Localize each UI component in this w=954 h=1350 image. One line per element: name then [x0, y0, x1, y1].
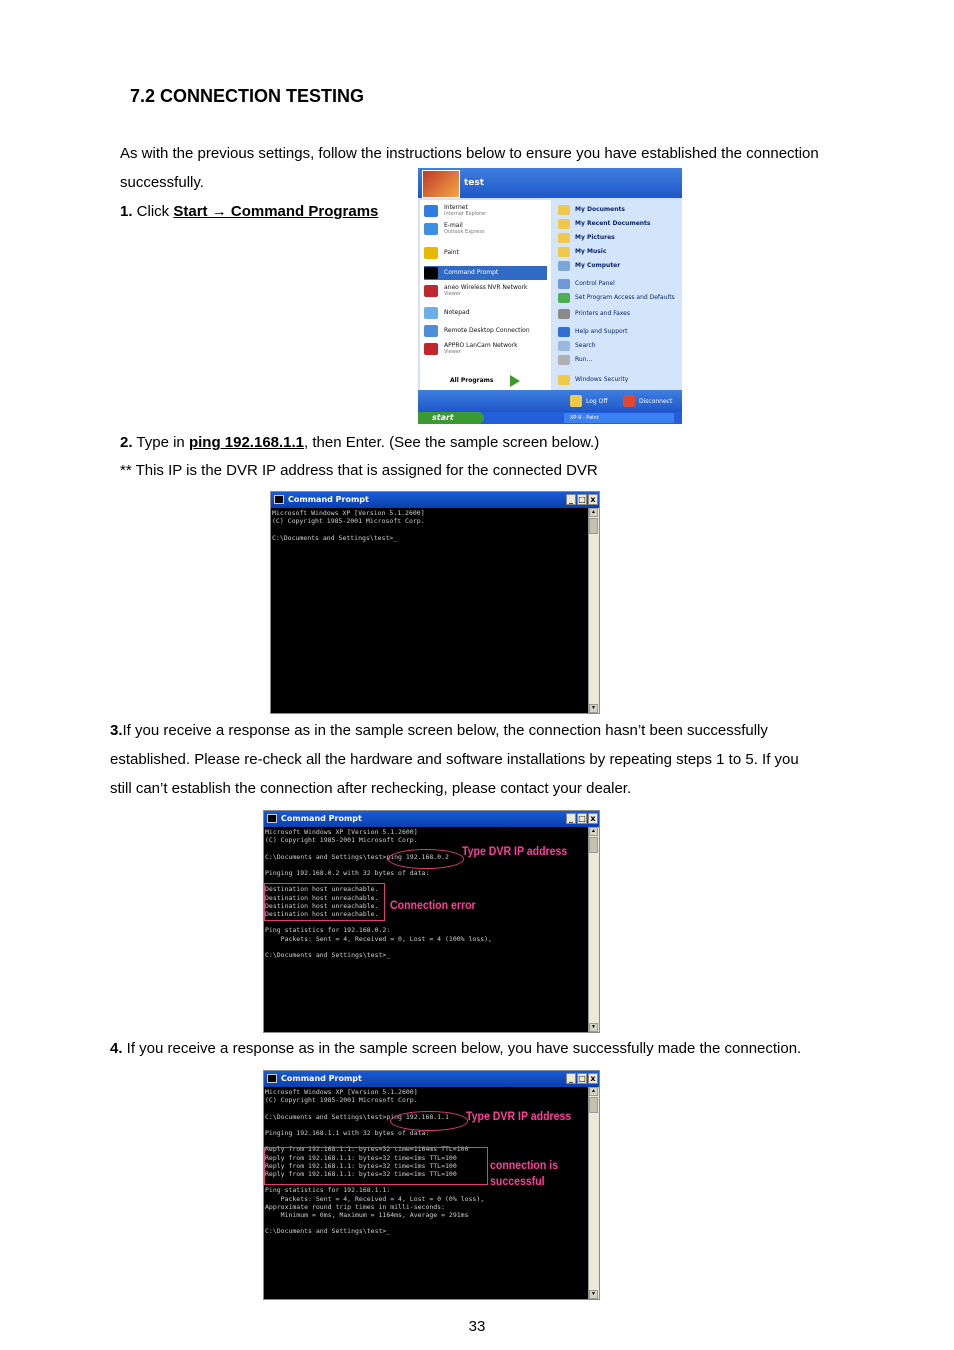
ip-highlight-ellipse: [390, 1111, 468, 1131]
maximize-button[interactable]: □: [578, 814, 586, 823]
start-menu-header: [418, 168, 682, 198]
start-menu-place-label: My Documents: [575, 206, 625, 213]
start-menu-place-label: Run...: [575, 356, 593, 363]
log-off-label: Log Off: [586, 397, 608, 405]
my-computer-icon: [558, 261, 570, 271]
annotation-type-ip: Type DVR IP address: [466, 1109, 572, 1123]
start-menu-place-10[interactable]: [558, 354, 592, 366]
command-prompt-icon: [267, 814, 277, 823]
windows-security-icon: [558, 375, 570, 385]
step-4: [110, 1034, 801, 1063]
start-menu-screenshot: [418, 168, 682, 424]
scroll-up-arrow-icon[interactable]: ▲: [589, 1087, 598, 1096]
error-highlight-box: [264, 883, 385, 921]
start-menu-place-6[interactable]: [558, 292, 675, 304]
outlook-express-icon: [424, 223, 438, 235]
start-menu-place-label: My Music: [575, 248, 607, 255]
start-menu-item-label: aneo Wireless NVR Network Viewer: [444, 284, 528, 297]
command-prompt-window-error: [263, 810, 600, 1033]
step-2-number: 2.: [120, 434, 133, 451]
my-music-icon: [558, 247, 570, 257]
search-icon: [558, 341, 570, 351]
start-menu-programs: [420, 200, 551, 390]
start-menu-item-label: Remote Desktop Connection: [444, 327, 530, 334]
page-number: 33: [468, 1318, 486, 1335]
start-menu-item-0[interactable]: [424, 204, 486, 218]
step-2-command: ping 192.168.1.1: [188, 434, 305, 451]
start-menu-place-2[interactable]: [558, 232, 615, 244]
step-3-line-2: established. Please re-check all the hardware and software installations by repeating steps 1 to 5. If you: [110, 751, 799, 768]
reply-highlight-box: [264, 1147, 488, 1185]
start-menu-item-label: Notepad: [444, 309, 470, 316]
start-menu-item-label: Internet Internet Explorer: [444, 204, 487, 217]
start-menu-place-4[interactable]: [558, 260, 620, 272]
annotation-connection-success-1: connection is: [490, 1158, 559, 1172]
minimize-button[interactable]: _: [566, 1073, 576, 1084]
command-prompt-window-success: [263, 1070, 600, 1300]
scroll-down-arrow-icon[interactable]: ▼: [589, 704, 598, 713]
scrollbar[interactable]: [588, 508, 599, 713]
taskbar-task-paint[interactable]: XP-9 - Paint: [564, 413, 674, 423]
start-menu-place-label: Search: [575, 342, 596, 349]
start-menu-place-label: My Computer: [575, 262, 621, 269]
start-menu-item-1[interactable]: [424, 222, 485, 236]
step-4-text: If you receive a response as in the sample screen below, you have successfully made the connection.: [122, 1040, 802, 1057]
start-menu-place-label: Help and Support: [575, 328, 628, 335]
lancam-viewer-icon: [424, 343, 438, 355]
ip-highlight-ellipse: [388, 849, 464, 869]
console-output: Microsoft Windows XP [Version 5.1.2600] (C) Copyright 1985-2001 Microsoft Corp. C:\Documents and Settings\test>_: [272, 509, 425, 542]
remote-desktop-icon: [424, 325, 438, 337]
my-documents-icon: [558, 205, 570, 215]
command-prompt-window-empty: [270, 491, 600, 714]
start-menu-item-7[interactable]: [424, 342, 518, 356]
start-menu-place-0[interactable]: [558, 204, 625, 216]
start-menu-item-3[interactable]: [424, 266, 547, 280]
section-heading: 7.2 CONNECTION TESTING: [130, 86, 365, 106]
command-prompt-icon: [424, 267, 438, 279]
step-4-number: 4.: [110, 1040, 123, 1057]
scroll-up-arrow-icon[interactable]: ▲: [589, 827, 598, 836]
start-menu-place-label: My Recent Documents: [575, 220, 651, 227]
taskbar: [418, 412, 682, 424]
window-title: Command Prompt: [281, 1074, 362, 1083]
start-menu-place-label: Windows Security: [575, 376, 629, 383]
program-access-icon: [558, 293, 570, 303]
step-2-text: Type in: [132, 434, 189, 451]
start-button[interactable]: start: [418, 412, 484, 424]
notepad-icon: [424, 307, 438, 319]
start-menu-places: [552, 200, 682, 390]
scroll-down-arrow-icon[interactable]: ▼: [589, 1023, 598, 1032]
recent-documents-icon: [558, 219, 570, 229]
window-title-bar: [264, 811, 599, 827]
start-menu-item-label: E-mail Outlook Express: [444, 222, 485, 235]
step-2: [120, 428, 599, 457]
paint-icon: [424, 247, 438, 259]
start-menu-item-label: Paint: [444, 249, 459, 256]
disconnect-label: Disconnect: [639, 397, 673, 405]
scrollbar[interactable]: [588, 827, 599, 1032]
start-menu-place-7[interactable]: [558, 308, 630, 320]
user-avatar: [422, 170, 460, 198]
close-button[interactable]: x: [588, 813, 598, 824]
scroll-thumb[interactable]: [589, 837, 598, 853]
close-button[interactable]: x: [588, 494, 598, 505]
start-menu-item-4[interactable]: [424, 284, 527, 298]
start-menu-place-9[interactable]: [558, 340, 596, 352]
step-1-number: 1.: [120, 203, 133, 220]
log-off-icon: [570, 395, 582, 407]
annotation-connection-success-2: successful: [490, 1174, 545, 1188]
command-prompt-icon: [274, 495, 284, 504]
intro-line-1: As with the previous settings, follow the instructions below to ensure you have established the connection: [120, 145, 819, 162]
maximize-button[interactable]: □: [578, 495, 586, 504]
minimize-button[interactable]: _: [566, 813, 576, 824]
start-menu-place-8[interactable]: [558, 326, 628, 338]
start-menu-footer: [418, 390, 682, 412]
start-menu-place-1[interactable]: [558, 218, 650, 230]
start-menu-place-11[interactable]: [558, 374, 628, 386]
start-menu-item-2[interactable]: [424, 246, 459, 260]
scroll-thumb[interactable]: [589, 1097, 598, 1113]
disconnect-icon: [623, 395, 635, 407]
internet-explorer-icon: [424, 205, 438, 217]
console-output: Microsoft Windows XP [Version 5.1.2600] (C) Copyright 1985-2001 Microsoft Corp. C:\Documents and Settings\test>ping 192.168.0.2 Pinging 192.168.0.2 with 32 bytes of data: Destination host unreachable. Destination host unreachable. Destination host unreachable. Destination host unreachable. Ping statistics for 192.168.0.2: Packets: Sent = 4, Received = 0, Lost = 4 (100% loss), C:\Documents and Settings\test>_: [265, 828, 492, 960]
window-title-bar: [264, 1071, 599, 1087]
start-menu-place-3[interactable]: [558, 246, 606, 258]
step-2-rest: , then Enter. (See the sample screen below.): [304, 434, 600, 451]
scrollbar[interactable]: [588, 1087, 599, 1299]
minimize-button[interactable]: _: [566, 494, 576, 505]
window-title: Command Prompt: [281, 814, 362, 823]
step-1-text: Click: [132, 203, 174, 220]
help-icon: [558, 327, 570, 337]
my-pictures-icon: [558, 233, 570, 243]
start-menu-place-label: Printers and Faxes: [575, 310, 630, 317]
start-menu-item-5[interactable]: [424, 306, 470, 320]
intro-line-2: successfully.: [120, 174, 204, 191]
annotation-type-ip: Type DVR IP address: [462, 844, 568, 858]
console-output: Microsoft Windows XP [Version 5.1.2600] (C) Copyright 1985-2001 Microsoft Corp. C:\Documents and Settings\test>ping 192.168.1.1 Pinging 192.168.1.1 with 32 bytes of data: Reply from 192.168.1.1: bytes=32 time=1164ms TTL=100 Reply from 192.168.1.1: bytes=32 time<1ms TTL=100 Reply from 192.168.1.1: bytes=32 time<1ms TTL=100 Reply from 192.168.1.1: bytes=32 time<1ms TTL=100 Ping statistics for 192.168.1.1: Packets: Sent = 4, Received = 4, Lost = 0 (0% loss), Approximate round trip times in milli-seconds: Minimum = 0ms, Maximum = 1164ms, Average = 291ms C:\Documents and Settings\test>_: [265, 1088, 485, 1236]
start-menu-item-label: APPRO LanCam Network Viewer: [444, 342, 518, 355]
step-3-text-1: If you receive a response as in the sample screen below, the connection hasn’t been successfully: [122, 722, 768, 739]
start-menu-place-label: Control Panel: [575, 280, 615, 287]
scroll-thumb[interactable]: [589, 518, 598, 534]
step-3-number: 3.: [110, 722, 123, 739]
start-menu-item-6[interactable]: [424, 324, 530, 338]
step-2-note: ** This IP is the DVR IP address that is assigned for the connected DVR: [120, 462, 598, 479]
window-title-bar: [271, 492, 599, 508]
all-programs-arrow-icon: [510, 375, 520, 387]
control-panel-icon: [558, 279, 570, 289]
scroll-down-arrow-icon[interactable]: ▼: [589, 1290, 598, 1299]
printers-icon: [558, 309, 570, 319]
run-icon: [558, 355, 570, 365]
nvr-viewer-icon: [424, 285, 438, 297]
step-1-instruction: Start → Command Programs: [173, 203, 379, 220]
all-programs-button[interactable]: All Programs: [450, 377, 494, 384]
step-3-line-1: [110, 716, 768, 745]
window-title: Command Prompt: [288, 495, 369, 504]
annotation-connection-error: Connection error: [390, 898, 476, 912]
scroll-up-arrow-icon[interactable]: ▲: [589, 508, 598, 517]
command-prompt-icon: [267, 1074, 277, 1083]
start-menu-place-5[interactable]: [558, 278, 615, 290]
step-3-line-3: still can’t establish the connection after rechecking, please contact your dealer.: [110, 780, 632, 797]
start-menu-item-label: Command Prompt: [444, 269, 499, 276]
close-button[interactable]: x: [588, 1073, 598, 1084]
user-name: test: [464, 178, 485, 188]
disconnect-button[interactable]: [623, 395, 672, 407]
log-off-button[interactable]: [570, 395, 607, 407]
maximize-button[interactable]: □: [578, 1074, 586, 1083]
start-menu-place-label: My Pictures: [575, 234, 615, 241]
step-1: [120, 197, 378, 226]
start-menu-place-label: Set Program Access and Defaults: [575, 294, 675, 301]
